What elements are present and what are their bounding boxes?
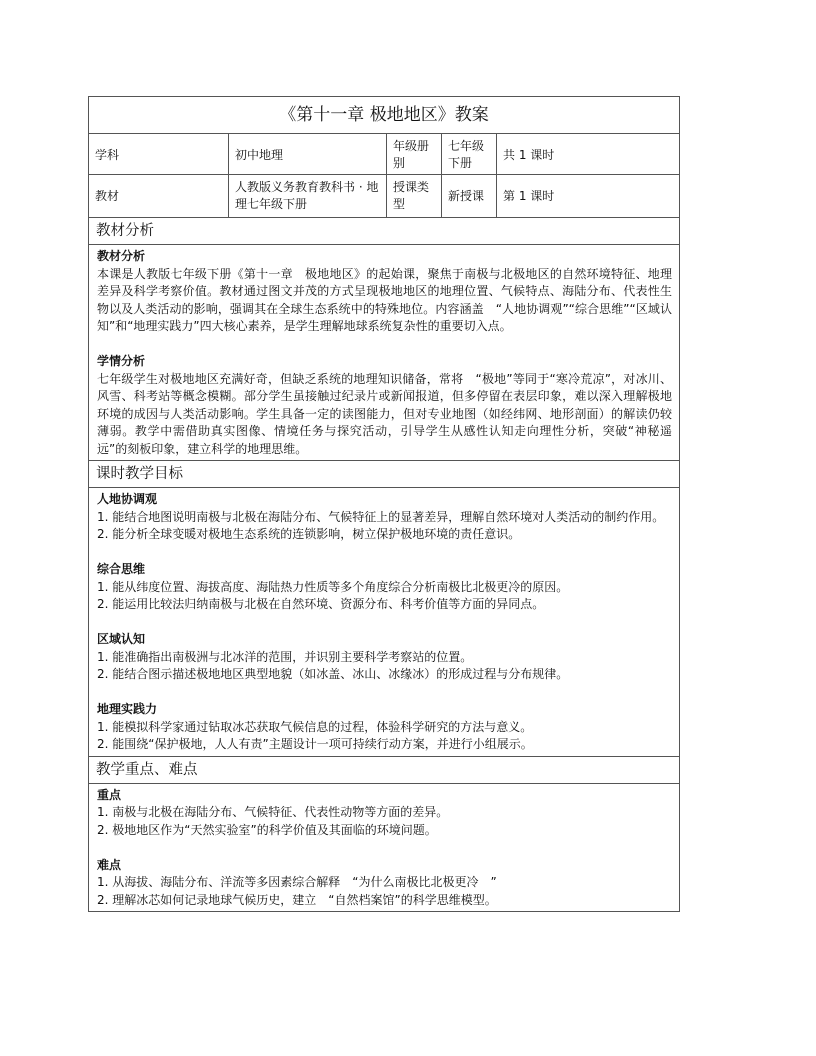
info-row-textbook <box>89 175 679 218</box>
difficulty-item: 1. 从海拔、海陆分布、洋流等多因素综合解释 “为什么南极比北极更冷 ” <box>97 875 497 889</box>
section-body-analysis <box>89 245 679 461</box>
learner-analysis-text: 七年级学生对极地地区充满好奇，但缺乏系统的地理知识储备，常将 “极地”等同于“寒冷荒凉”，对冰川、风雪、科考站等概念模糊。部分学生虽接触过纪录片或新闻报道，但多停留在表层印象，难以深入理解极地环境的成因与人类活动影响。学生具备一定的读图能力，但对专业地图（如经纬网、地形剖面）的解读仍较薄弱。教学中需借助真实图像、情境任务与探究活动，引导学生从感性认知走向理性分析，突破“神秘遥远”的刻板印象，建立科学的地理思维。 <box>97 371 672 456</box>
lesson-number: 第 1 课时 <box>503 188 555 203</box>
textbook-label: 教材 <box>89 175 229 217</box>
keypoint-item: 2. 极地地区作为“天然实验室”的科学价值及其面临的环境问题。 <box>97 822 437 837</box>
section-heading-objectives: 课时教学目标 <box>89 461 679 488</box>
subject-value: 初中地理 <box>229 134 387 176</box>
grade-label: 年级册别 <box>387 134 442 176</box>
objective-group-title: 综合思维 <box>97 562 146 576</box>
section-body-objectives <box>89 488 679 757</box>
objective-item: 2. 能结合图示描述极地地区典型地貌（如冰盖、冰山、冰缘冰）的形成过程与分布规律。 <box>97 667 569 681</box>
lesson-type-label: 授课类型 <box>387 175 442 217</box>
objective-group-title: 人地协调观 <box>97 492 158 506</box>
grade-value: 七年级下册 <box>442 134 497 176</box>
section-heading-analysis: 教材分析 <box>89 218 679 245</box>
difficulty-item: 2. 理解冰芯如何记录地球气候历史，建立 “自然档案馆”的科学思维模型。 <box>97 892 497 907</box>
section-body-keypoints <box>89 784 679 912</box>
objective-item: 1. 能结合地图说明南极与北极在海陆分布、气候特征上的显著差异，理解自然环境对人类活动的制约作用。 <box>97 509 665 524</box>
lesson-type-value: 新授课 <box>442 175 497 217</box>
objective-group-title: 区域认知 <box>97 632 146 646</box>
learner-analysis-title: 学情分析 <box>97 354 146 368</box>
section-heading-keypoints: 教学重点、难点 <box>89 757 679 784</box>
objective-item: 2. 能围绕“保护极地，人人有责”主题设计一项可持续行动方案，并进行小组展示。 <box>97 737 533 751</box>
total-hours: 共 1 课时 <box>503 147 555 162</box>
objective-item: 1. 能从纬度位置、海拔高度、海陆热力性质等多个角度综合分析南极比北极更冷的原因。 <box>97 579 569 594</box>
material-analysis-text: 本课是人教版七年级下册《第十一章 极地地区》的起始课，聚焦于南极与北极地区的自然环境特征、地理差异及科学考察价值。教材通过图文并茂的方式呈现极地地区的地理位置、气候特点、海陆分布、代表性生物以及人类活动的影响，强调其在全球生态系统中的特殊地位。内容涵盖 “人地协调观”“综合思维”“区域认知”和“地理实践力”四大核心素养，是学生理解地球系统复杂性的重要切入点。 <box>97 266 672 333</box>
keypoint-item: 1. 南极与北极在海陆分布、气候特征、代表性动物等方面的差异。 <box>97 805 449 819</box>
objective-item: 2. 能分析全球变暖对极地生态系统的连锁影响，树立保护极地环境的责任意识。 <box>97 527 521 541</box>
objective-group-title: 地理实践力 <box>97 702 158 716</box>
material-analysis-title: 教材分析 <box>97 249 146 263</box>
objective-item: 1. 能准确指出南极洲与北冰洋的范围，并识别主要科学考察站的位置。 <box>97 649 473 664</box>
objective-item: 1. 能模拟科学家通过钻取冰芯获取气候信息的过程，体验科学研究的方法与意义。 <box>97 719 533 734</box>
difficulty-group-title: 难点 <box>97 857 122 872</box>
info-row-subject <box>89 134 679 175</box>
document-title: 《第十一章 极地地区》教案 <box>89 97 679 134</box>
textbook-value: 人教版义务教育教科书 · 地理七年级下册 <box>229 175 387 217</box>
objective-item: 2. 能运用比较法归纳南极与北极在自然环境、资源分布、科考价值等方面的异同点。 <box>97 597 545 611</box>
keypoint-group-title: 重点 <box>97 787 122 802</box>
lesson-plan-document <box>88 96 680 912</box>
subject-label: 学科 <box>89 134 229 176</box>
